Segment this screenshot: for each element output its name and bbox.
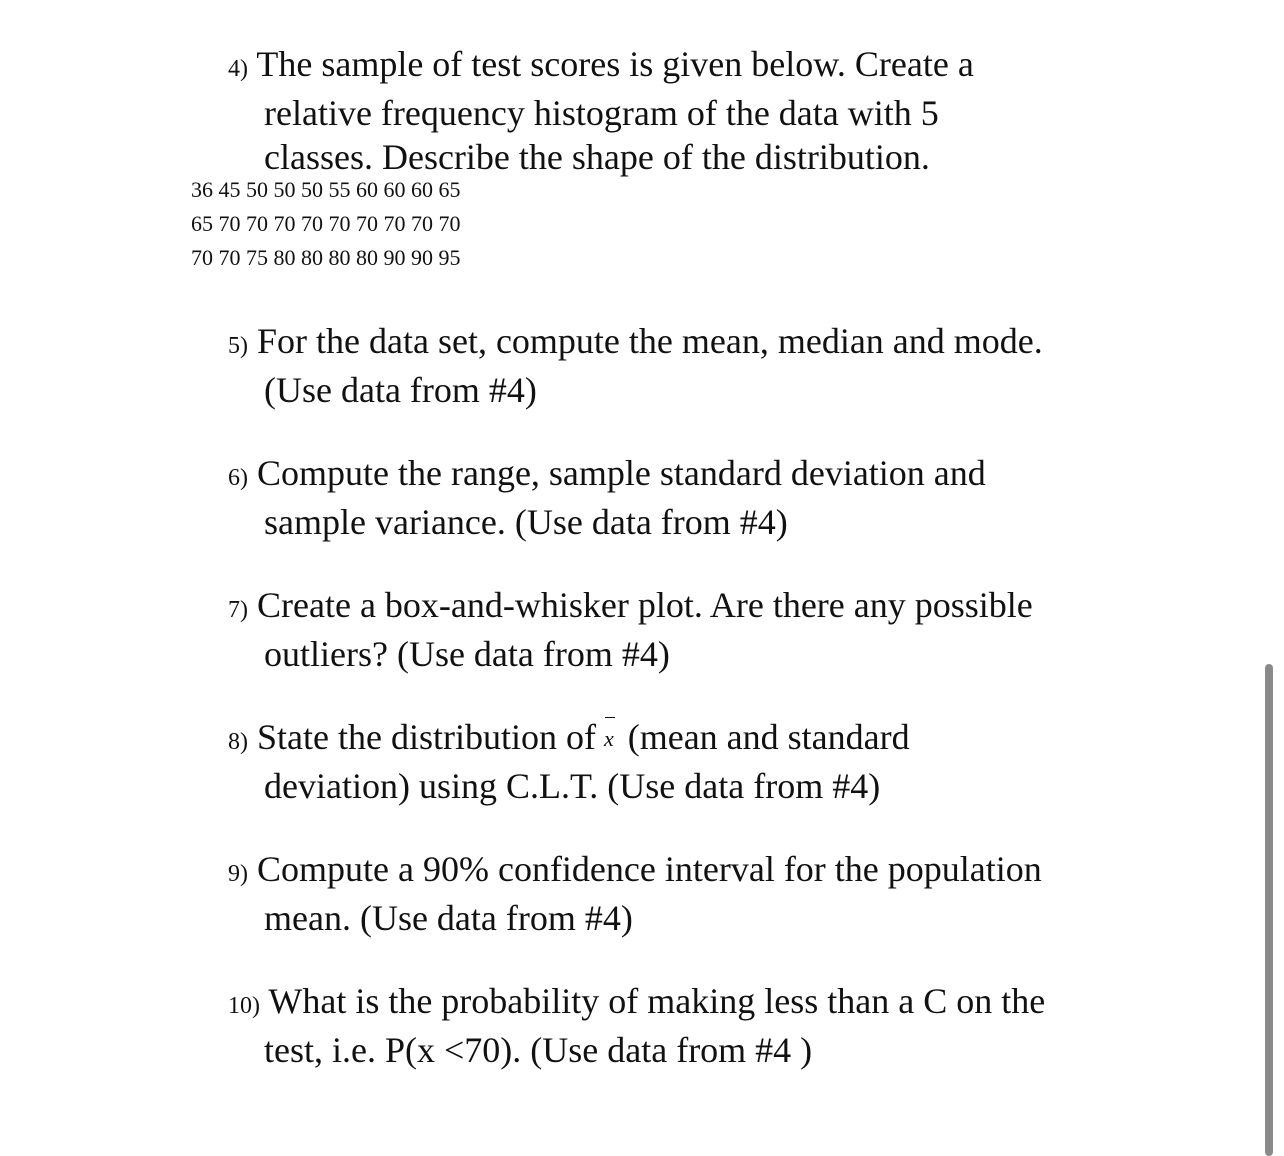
question-6-text-1: Compute the range, sample standard deviation and xyxy=(257,453,986,493)
question-8-line-2: deviation) using C.L.T. (Use data from #4) xyxy=(264,766,881,806)
question-8 xyxy=(228,715,1108,808)
question-7-number: 7) xyxy=(228,597,248,623)
question-6-line-1 xyxy=(228,451,1108,500)
question-8-text-2: (mean and standard xyxy=(627,717,910,757)
question-7-line-1 xyxy=(228,583,1108,632)
data-row-2: 65 70 70 70 70 70 70 70 70 70 xyxy=(191,211,461,236)
question-7-text-1: Create a box-and-whisker plot. Are there any possible xyxy=(257,585,1033,625)
question-6 xyxy=(228,451,1108,544)
question-4-text-1: The sample of test scores is given below. Create a xyxy=(256,44,974,84)
question-6-line-2: sample variance. (Use data from #4) xyxy=(264,502,788,542)
question-5-line-1 xyxy=(228,319,1108,368)
question-7-line-2: outliers? (Use data from #4) xyxy=(264,634,670,674)
question-5 xyxy=(228,319,1108,412)
question-10 xyxy=(228,979,1108,1072)
question-5-text-1: For the data set, compute the mean, median and mode. xyxy=(257,321,1043,361)
question-8-line-1 xyxy=(228,715,1108,764)
question-7 xyxy=(228,583,1108,676)
x-bar-symbol: x xyxy=(596,717,628,761)
question-5-number: 5) xyxy=(228,333,248,359)
question-10-line-1 xyxy=(228,979,1108,1028)
question-9-line-2: mean. (Use data from #4) xyxy=(264,898,633,938)
question-8-text-1: State the distribution of xyxy=(257,717,596,757)
question-10-line-2: test, i.e. P(x <70). (Use data from #4 ) xyxy=(264,1030,813,1070)
question-9 xyxy=(228,847,1108,940)
question-4-line-3: classes. Describe the shape of the distribution. xyxy=(264,137,930,177)
question-10-text-1: What is the probability of making less than a C on the xyxy=(268,981,1046,1021)
question-10-number: 10) xyxy=(228,993,260,1019)
question-9-line-1 xyxy=(228,847,1108,896)
question-4 xyxy=(228,42,1108,179)
question-4-number: 4) xyxy=(228,56,248,82)
data-row-3: 70 70 75 80 80 80 80 90 90 95 xyxy=(191,245,461,270)
question-9-text-1: Compute a 90% confidence interval for the population xyxy=(257,849,1042,889)
question-4-line-1 xyxy=(228,42,1108,91)
vertical-scrollbar-thumb[interactable] xyxy=(1265,664,1273,1156)
question-6-number: 6) xyxy=(228,465,248,491)
question-9-number: 9) xyxy=(228,861,248,887)
data-row-1: 36 45 50 50 50 55 60 60 60 65 xyxy=(191,177,461,202)
question-4-line-2: relative frequency histogram of the data with 5 xyxy=(264,93,939,133)
test-scores-data xyxy=(191,173,461,275)
question-8-number: 8) xyxy=(228,729,248,755)
question-5-line-2: (Use data from #4) xyxy=(264,370,537,410)
